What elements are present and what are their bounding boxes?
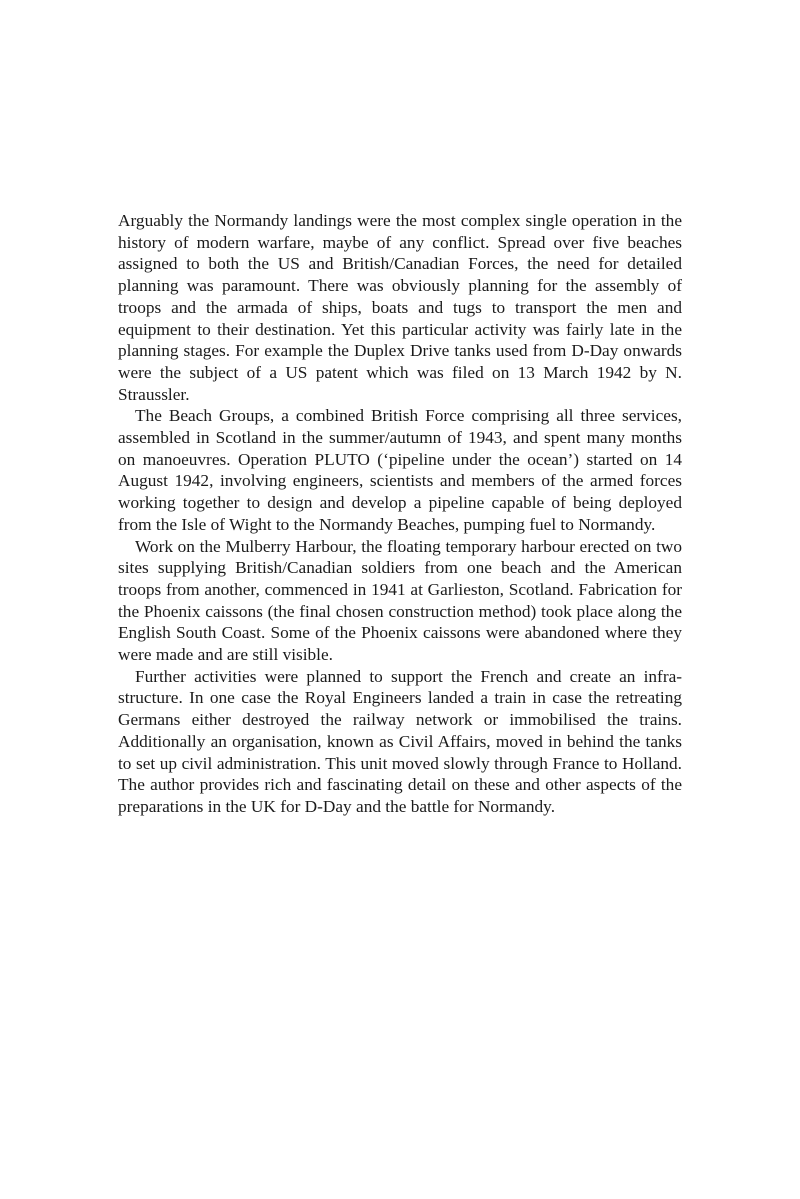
paragraph-2: The Beach Groups, a combined British Force comprising all three services, assembled in Scotland in the summer/autumn of 1943, and spent many months on manoeuvres. Operation PLUTO (‘pipeline under the ocean’) started on 14 August 1942, involving engineers, scientists and members of the armed forces working together to design and develop a pipeline capable of being deployed from the Isle of Wight to the Normandy Beaches, pumping fuel to Normandy. <box>118 406 682 534</box>
body-text <box>118 210 682 818</box>
paragraph-4: Further activities were planned to support the French and create an infra-structure. In one case the Royal Engineers landed a train in case the retreating Germans either destroyed the railway network or immobilised the trains. Additionally an organisation, known as Civil Affairs, moved in behind the tanks to set up civil administration. This unit moved slowly through France to Holland. The author provides rich and fascinating detail on these and other aspects of the preparations in the UK for D-Day and the battle for Normandy. <box>118 666 682 816</box>
paragraph-1: Arguably the Normandy landings were the most complex single operation in the history of modern warfare, maybe of any conflict. Spread over five beaches assigned to both the US and British/Canadian Forces, the need for detailed planning was paramount. There was obviously planning for the assembly of troops and the armada of ships, boats and tugs to transport the men and equipment to their destination. Yet this particular activity was fairly late in the planning stages. For example the Duplex Drive tanks used from D-Day onwards were the subject of a US patent which was filed on 13 March 1942 by N. Straussler. <box>118 211 682 404</box>
paragraph-3: Work on the Mulberry Harbour, the floating temporary harbour erected on two sites supplying British/Canadian soldiers from one beach and the American troops from another, commenced in 1941 at Garlieston, Scotland. Fabrication for the Phoenix caissons (the final chosen construction method) took place along the English South Coast. Some of the Phoenix caissons were abandoned where they were made and are still visible. <box>118 536 682 665</box>
